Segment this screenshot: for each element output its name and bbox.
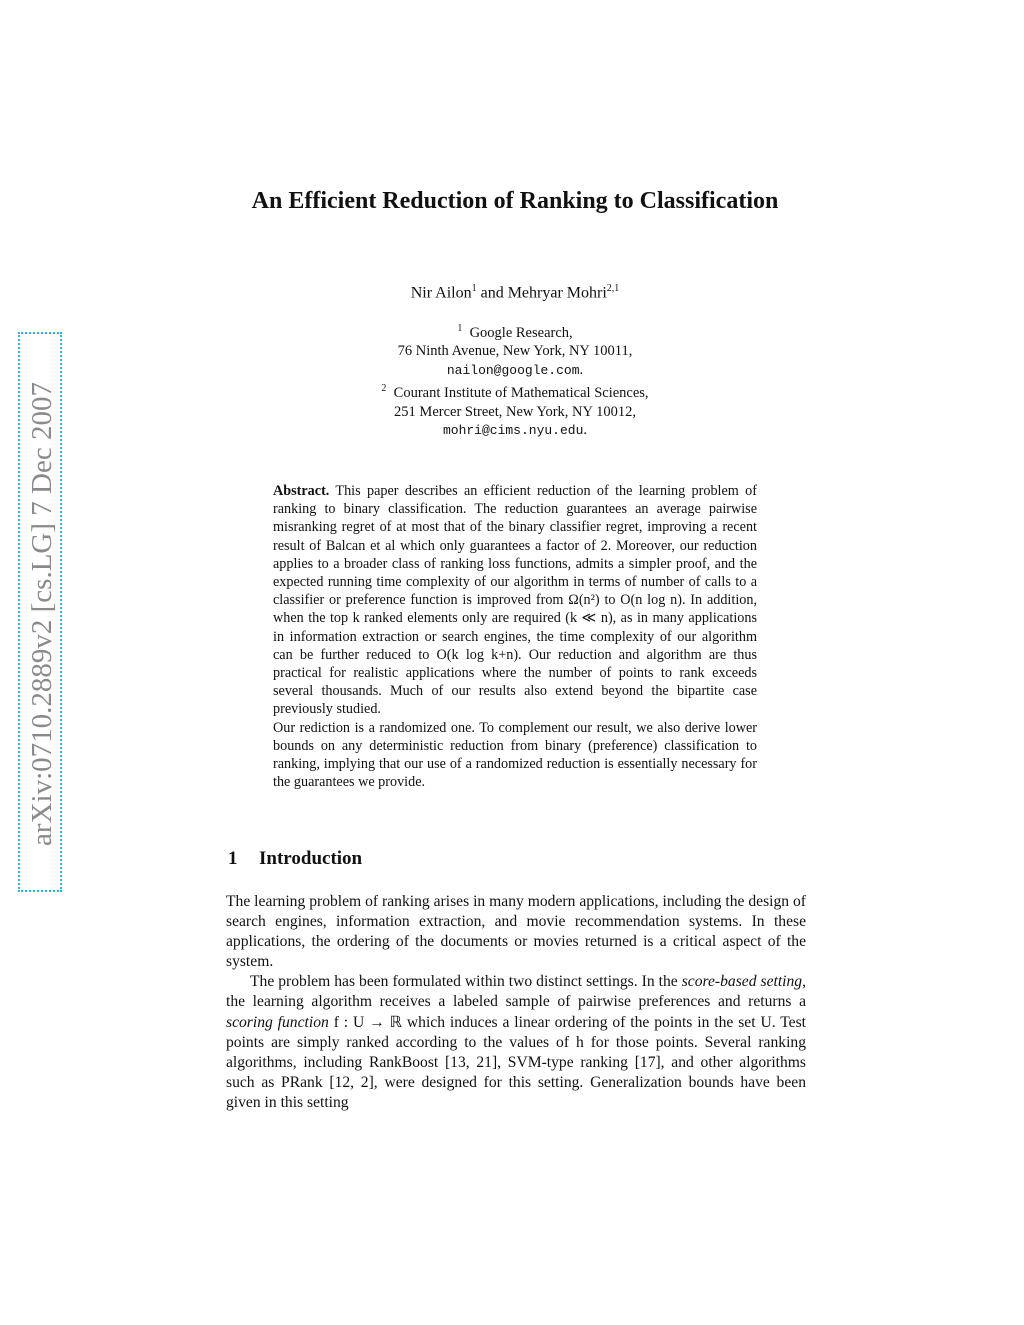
affil-2-name: Courant Institute of Mathematical Sciences,: [393, 385, 649, 402]
body-paragraph-2-part-b: , the learning algorithm receives a labeled sample of pairwise preferences and returns a: [226, 973, 807, 1011]
paper-title: An Efficient Reduction of Ranking to Classification: [251, 188, 779, 214]
author-conjunction: and: [480, 284, 504, 302]
body-paragraph-2-part-c: f : U → ℝ which induces a linear ordering of the points in the set U. Test points are simply ranked according to the values of h for those points. Several ranking algorithms, including RankBoost [13, 21], SVM-type ranking [17], and other algorithms such as PRank [12, 2], were designed for this setting. Generalization bounds have been given in this setting: [226, 1013, 806, 1111]
body-paragraph-2: [226, 972, 806, 1113]
arxiv-side-stamp: [18, 332, 62, 892]
affil-2-address: 251 Mercer Street, New York, NY 10012,: [394, 403, 636, 420]
body-paragraph-2-part-a: The problem has been formulated within two distinct settings. In the: [250, 973, 682, 991]
abstract-paragraph-1: This paper describes an efficient reduction of the learning problem of ranking to binary classification. The reduction guarantees an average pairwise misranking regret of at most that of the binary classifier regret, improving a recent result of Balcan et al which only guarantees a factor of 2. Moreover, our reduction applies to a broader class of ranking loss functions, admits a simpler proof, and the expected running time complexity of our algorithm in terms of number of calls to a classifier or preference function is improved from Ω(n²) to O(n log n). In addition, when the top k ranked elements only are required (k ≪ n), as in many applications in information extraction or search engines, the time complexity of our algorithm can be further reduced to O(k log k+n). Our reduction and algorithm are thus practical for realistic applications where the number of points to rank exceeds several thousands. Much of our results also extend beyond the bipartite case previously studied.: [273, 483, 757, 718]
arxiv-identifier: arXiv:0710.2889v2 [cs.LG] 7 Dec 2007: [26, 382, 58, 846]
affil-1-email[interactable]: nailon@google.com: [446, 362, 580, 378]
affil-2-mark: 2: [381, 383, 387, 395]
abstract: [273, 482, 757, 791]
affil-2-email[interactable]: mohri@cims.nyu.edu: [442, 423, 584, 439]
abstract-label: Abstract.: [273, 483, 330, 499]
author-2-name: Mehryar Mohri: [507, 284, 607, 302]
affil-1-name: Google Research,: [469, 324, 573, 341]
author-2-affil-mark: 2,1: [606, 283, 620, 294]
author-1-name: Nir Ailon: [410, 284, 472, 302]
emphasis-score-based-setting: score-based setting: [681, 973, 803, 991]
section-title: Introduction: [259, 848, 363, 869]
affil-1-mark: 1: [457, 323, 463, 334]
affil-1-address: 76 Ninth Avenue, New York, NY 10011,: [397, 343, 633, 360]
body-text: [226, 892, 806, 1113]
abstract-paragraph-2: Our rediction is a randomized one. To complement our result, we also derive lower bounds on any deterministic reduction from binary (preference) classification to ranking, implying that our use of a randomized reduction is essentially necessary for the guarantees we provide.: [273, 719, 757, 791]
author-line: [230, 283, 800, 302]
body-paragraph-1: The learning problem of ranking arises in many modern applications, including the design of search engines, information extraction, and movie recommendation systems. In these applications, the ordering of the documents or movies returned is a critical aspect of the system.: [226, 893, 806, 971]
section-heading: [228, 848, 362, 870]
section-number: 1: [228, 848, 238, 869]
affiliations: $^1$ Google Research, 76 Ninth Avenue, New York, NY 10011, nailon@google.com. $^2$ Courant Institute of Mathematical Sciences, 251 Mercer Street, New York, NY 10012, mohri@cims.nyu.edu.: [230, 320, 800, 441]
author-1-affil-mark: 1: [471, 283, 477, 294]
emphasis-scoring-function: scoring function: [226, 1013, 329, 1031]
